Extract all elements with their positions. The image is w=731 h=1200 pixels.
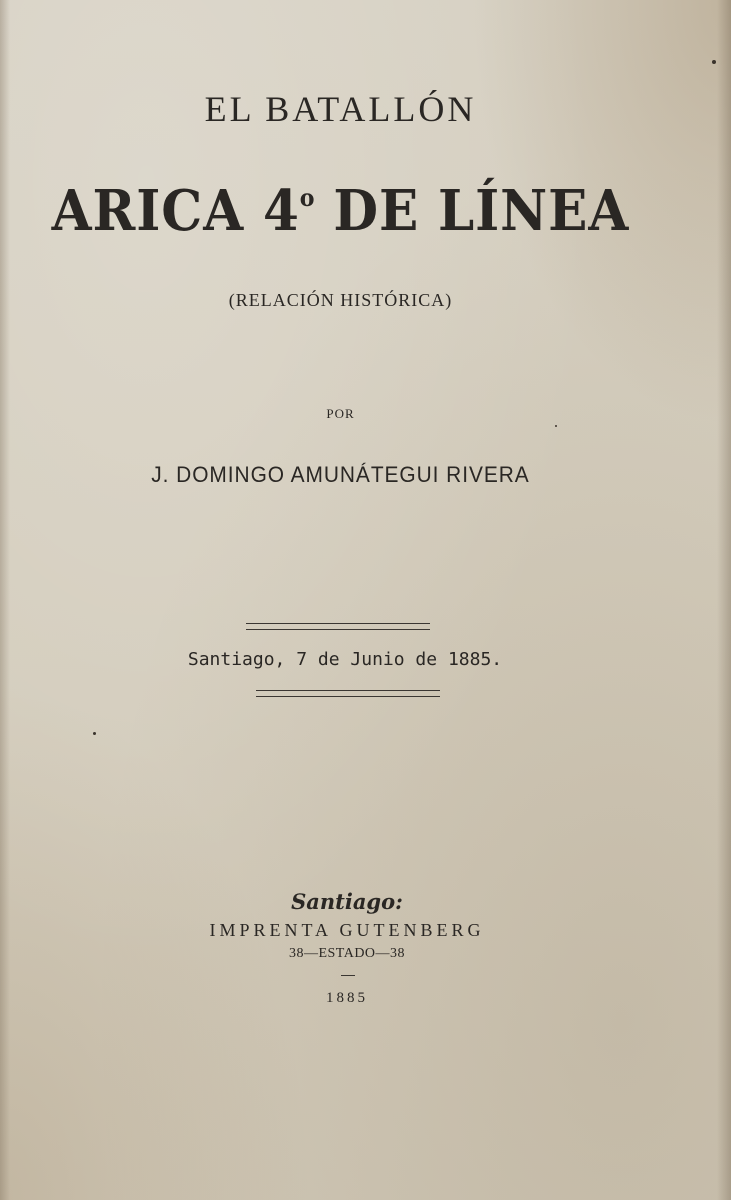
imprint-dash (341, 975, 355, 976)
double-rule-bottom (256, 690, 440, 697)
subtitle: (RELACIÓN HISTÓRICA) (228, 290, 453, 310)
by-label: POR (326, 406, 355, 421)
title-line-1: EL BATALLÓN (204, 89, 477, 129)
double-rule-top (246, 623, 430, 630)
paper-speck (712, 60, 716, 64)
title-main: ARICA 4 (51, 178, 300, 244)
title-superscript: o (299, 183, 315, 212)
paper-speck (93, 732, 96, 735)
title-rest: DE LÍNEA (314, 178, 630, 244)
author-name: J. DOMINGO AMUNÁTEGUI RIVERA (151, 462, 530, 487)
dateline: Santiago, 7 de Junio de 1885. (187, 649, 503, 670)
imprint-city: Santiago: (291, 889, 403, 914)
imprint-year: 1885 (326, 990, 368, 1006)
imprint-address: 38—ESTADO—38 (288, 946, 406, 961)
title-line-2 (27, 178, 654, 244)
paper-speck (555, 425, 557, 427)
imprint-printer: IMPRENTA GUTENBERG (209, 920, 485, 940)
